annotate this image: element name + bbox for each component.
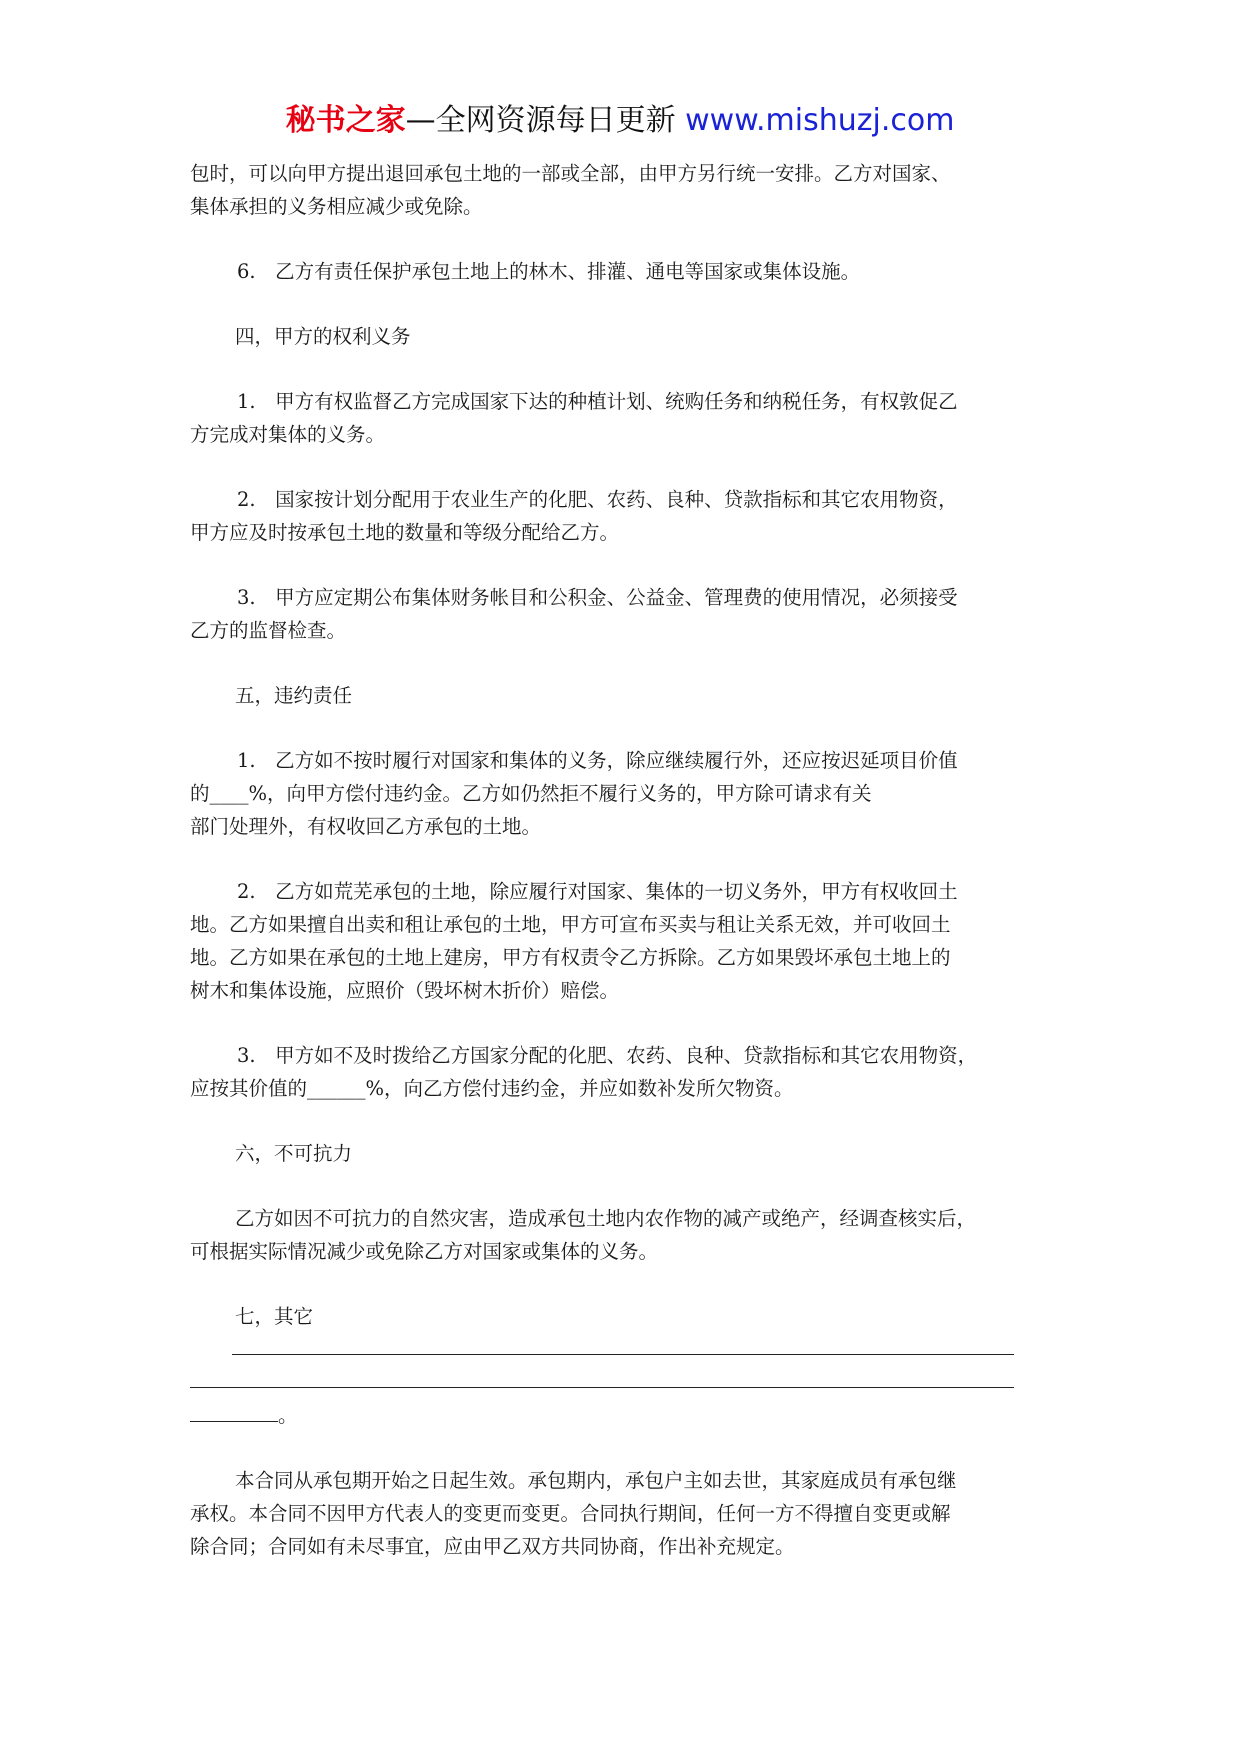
text-line: 包时，可以向甲方提出退回承包土地的一部或全部，由甲方另行统一安排。乙方对国家、: [190, 162, 951, 185]
section-heading: 七，其它: [235, 1305, 314, 1328]
paragraph: [190, 1464, 1060, 1563]
blank-fill-end: [190, 1399, 1060, 1432]
text-line: 2. 国家按计划分配用于农业生产的化肥、农药、良种、贷款指标和其它农用物资，: [237, 488, 958, 511]
banner-tagline: —全网资源每日更新: [405, 103, 676, 138]
text-line: 1. 乙方如不按时履行对国家和集体的义务，除应继续履行外，还应按迟延项目价值: [237, 749, 958, 772]
blank-fill-line: [190, 1366, 1060, 1399]
text-line: 的____%，向甲方偿付违约金。乙方如仍然拒不履行义务的，甲方除可请求有关: [190, 782, 872, 805]
paragraph: [190, 581, 1060, 647]
text-line: 甲方应及时按承包土地的数量和等级分配给乙方。: [190, 521, 620, 544]
text-line: 地。乙方如果在承包的土地上建房，甲方有权责令乙方拆除。乙方如果毁坏承包土地上的: [190, 946, 951, 969]
section-heading: 六，不可抗力: [235, 1142, 353, 1165]
text-line: 地。乙方如果擅自出卖和租让承包的土地，甲方可宣布买卖与租让关系无效，并可收回土: [190, 913, 951, 936]
text-line: 乙方的监督检查。: [190, 619, 347, 642]
contract-body: [190, 157, 1060, 1563]
brand-name: 秘书之家: [285, 103, 406, 138]
paragraph: [190, 483, 1060, 549]
text-line: 树木和集体设施，应照价（毁坏树木折价）赔偿。: [190, 979, 620, 1002]
text-line: 可根据实际情况减少或免除乙方对国家或集体的义务。: [190, 1240, 659, 1263]
site-url[interactable]: www.mishuzj.com: [685, 103, 955, 138]
text-line: 方完成对集体的义务。: [190, 423, 386, 446]
paragraph: [190, 1039, 1060, 1105]
paragraph: [190, 875, 1060, 1007]
section-heading: 五，违约责任: [235, 684, 353, 707]
paragraph: [190, 157, 1060, 223]
text-line: 3. 甲方应定期公布集体财务帐目和公积金、公益金、管理费的使用情况，必须接受: [237, 586, 958, 609]
paragraph: [190, 744, 1060, 843]
section-heading: 四，甲方的权利义务: [235, 325, 411, 348]
paragraph: [190, 1202, 1060, 1268]
text-line: 。: [278, 1404, 298, 1427]
text-line: 应按其价值的______%，向乙方偿付违约金，并应如数补发所欠物资。: [190, 1077, 794, 1100]
blank-fill-short: [190, 1399, 278, 1422]
text-line: 乙方如因不可抗力的自然灾害，造成承包土地内农作物的减产或绝产，经调查核实后，: [235, 1207, 977, 1230]
text-line: 承权。本合同不因甲方代表人的变更而变更。合同执行期间，任何一方不得擅自变更或解: [190, 1502, 951, 1525]
text-line: 部门处理外，有权收回乙方承包的土地。: [190, 815, 542, 838]
paragraph: [190, 255, 1060, 288]
site-banner: [0, 100, 1240, 142]
text-line: 集体承担的义务相应减少或免除。: [190, 195, 483, 218]
paragraph: [190, 385, 1060, 451]
text-line: 3. 甲方如不及时拨给乙方国家分配的化肥、农药、良种、贷款指标和其它农用物资，: [237, 1044, 978, 1067]
text-line: 2. 乙方如荒芜承包的土地，除应履行对国家、集体的一切义务外，甲方有权收回土: [237, 880, 958, 903]
text-line: 本合同从承包期开始之日起生效。承包期内，承包户主如去世，其家庭成员有承包继: [235, 1469, 957, 1492]
text-line: 1. 甲方有权监督乙方完成国家下达的种植计划、统购任务和纳税任务，有权敦促乙: [237, 390, 958, 413]
text-line: 6. 乙方有责任保护承包土地上的林木、排灌、通电等国家或集体设施。: [237, 260, 861, 283]
text-line: 除合同；合同如有未尽事宜，应由甲乙双方共同协商，作出补充规定。: [190, 1535, 795, 1558]
blank-fill-line: [190, 1333, 1060, 1366]
